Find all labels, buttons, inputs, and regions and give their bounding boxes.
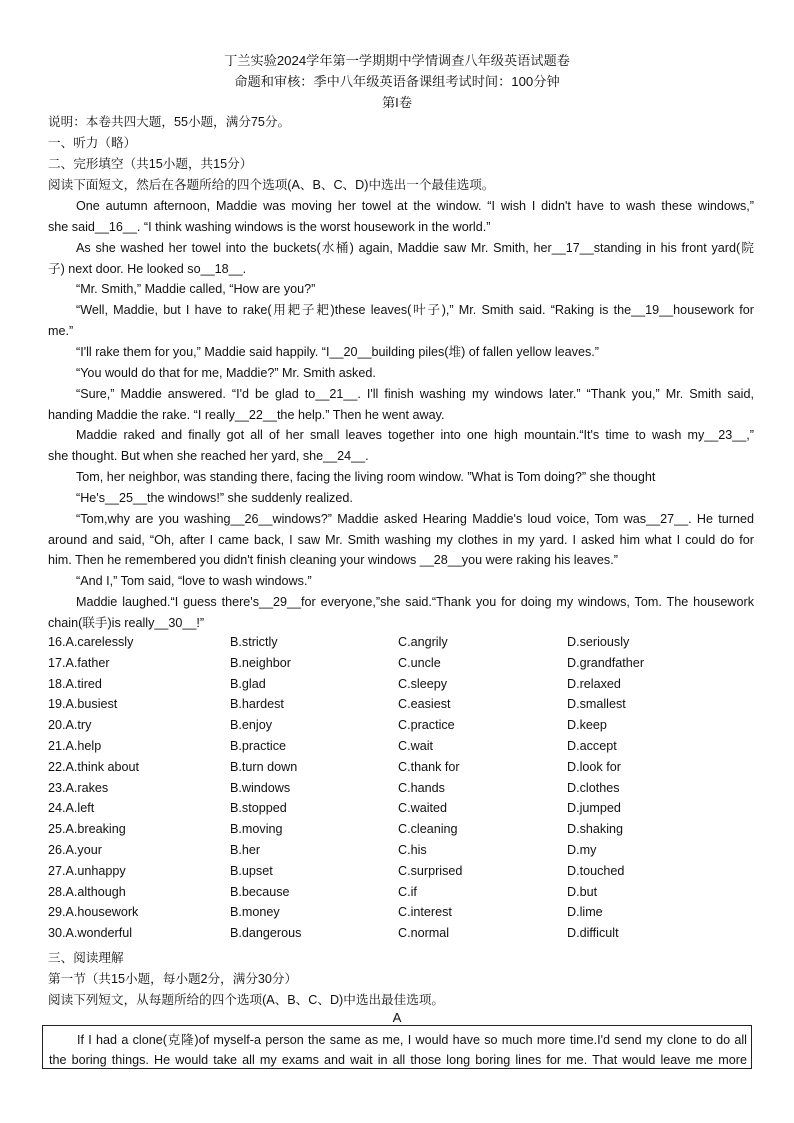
passage-line: 子) next door. He looked so__18__. — [48, 261, 247, 276]
part3-instruction: 阅读下列短文，从每题所给的四个选项(A、B、C、D)中选出最佳选项。 — [48, 993, 445, 1007]
option-choice: C.sleepy — [398, 676, 447, 691]
option-choice: 30.A.wonderful — [48, 926, 133, 941]
passage-label: A — [392, 1010, 402, 1025]
option-row — [48, 677, 754, 693]
passage-line: around and said, “Oh, after I came back, I saw Mr. Smith washing my clothes in my yard. I asked him what I could do for — [48, 532, 754, 547]
option-choice: D.grandfather — [567, 655, 645, 670]
option-choice: 23.A.rakes — [48, 780, 109, 795]
option-choice: C.cleaning — [398, 822, 458, 837]
option-choice: C.interest — [398, 905, 452, 920]
exam-subtitle: 命题和审核：季中八年级英语备课组考试时间：100分钟 — [234, 74, 560, 89]
option-choice: B.neighbor — [230, 655, 291, 670]
part3-section: 第一节（共15小题，每小题2分，满分30分） — [48, 972, 298, 986]
option-choice: 26.A.your — [48, 843, 102, 857]
passage-line: chain(联手)is really__30__!” — [48, 616, 205, 630]
volume-label: 第I卷 — [381, 95, 413, 110]
option-choice: D.my — [567, 843, 597, 857]
passage-line: “Well, Maddie, but I have to rake(用耙子耙)these leaves(叶子),” Mr. Smith said. “Raking is the__19__housework for — [76, 303, 754, 318]
option-choice: C.angrily — [398, 635, 448, 649]
passage-line: Maddie raked and finally got all of her small leaves together into one high mountain.“It's time to wash my__23__,” — [76, 428, 754, 443]
option-choice: C.wait — [398, 739, 433, 753]
passage-line: “You would do that for me, Maddie?” Mr. Smith asked. — [76, 365, 376, 380]
option-choice: C.practice — [398, 718, 455, 733]
option-choice: D.accept — [567, 739, 617, 753]
option-row — [48, 739, 754, 755]
option-row — [48, 656, 754, 672]
option-choice: C.normal — [398, 926, 450, 941]
option-choice: 18.A.tired — [48, 676, 102, 691]
passage-line: “I'll rake them for you,” Maddie said happily. “I__20__building piles(堆) of fallen yellow leaves.” — [76, 344, 599, 359]
option-choice: 29.A.housework — [48, 905, 139, 920]
option-choice: D.keep — [567, 718, 607, 733]
option-choice: B.windows — [230, 780, 291, 795]
option-choice: 25.A.breaking — [48, 822, 126, 837]
instructions-note: 说明：本卷共四大题，55小题，满分75分。 — [48, 115, 291, 129]
option-row — [48, 781, 754, 797]
passage-line: Tom, her neighbor, was standing there, facing the living room window. ”What is Tom doing?” she thought — [76, 470, 656, 485]
option-choice: C.easiest — [398, 697, 451, 712]
passage-line: As she washed her towel into the buckets(水桶) again, Maddie saw Mr. Smith, her__17__standing in his front yard(院 — [76, 240, 754, 255]
option-choice: C.if — [398, 884, 417, 899]
option-choice: B.hardest — [230, 697, 284, 712]
option-choice: D.clothes — [567, 780, 620, 795]
passage-line: handing Maddie the rake. “I really__22__the help.” Then he went away. — [48, 407, 445, 422]
option-choice: D.seriously — [567, 635, 630, 649]
option-choice: B.money — [230, 905, 280, 920]
passage-line: she said__16__. “I think washing windows is the worst housework in the world.” — [48, 219, 491, 234]
option-choice: 27.A.unhappy — [48, 863, 126, 878]
option-choice: 28.A.although — [48, 884, 126, 899]
option-choice: B.her — [230, 843, 261, 857]
box-line-1: If I had a clone(克隆)of myself-a person the same as me, I would have so much more time.I'd send my clone to do all — [77, 1033, 747, 1047]
option-choice: B.upset — [230, 863, 273, 878]
option-choice: D.smallest — [567, 697, 626, 712]
option-choice: C.thank for — [398, 759, 460, 774]
passage-line: One autumn afternoon, Maddie was moving her towel at the window. “I wish I didn't have to wash these windows,” — [76, 199, 754, 213]
passage-line: she thought. But when she reached her yard, she__24__. — [48, 449, 369, 464]
part3-heading: 三、阅读理解 — [48, 951, 124, 965]
passage-line: me.” — [48, 324, 74, 339]
option-choice: 22.A.think about — [48, 759, 140, 774]
option-choice: D.touched — [567, 863, 625, 878]
option-choice: 19.A.busiest — [48, 697, 118, 712]
option-choice: B.practice — [230, 739, 286, 753]
passage-line: him. Then he remembered you didn't finish cleaning your windows __28__you were raking his leaves.” — [48, 553, 618, 568]
part2-instruction: 阅读下面短文，然后在各题所给的四个选项(A、B、C、D)中选出一个最佳选项。 — [48, 178, 495, 192]
option-choice: 16.A.carelessly — [48, 635, 134, 649]
passage-line: “Mr. Smith,” Maddie called, “How are you?” — [76, 282, 316, 297]
option-row — [48, 864, 754, 880]
option-choice: B.strictly — [230, 635, 278, 649]
option-choice: C.hands — [398, 780, 445, 795]
option-row — [48, 905, 754, 921]
option-choice: B.moving — [230, 822, 283, 837]
option-choice: D.difficult — [567, 926, 619, 941]
option-choice: C.uncle — [398, 655, 441, 670]
exam-title: 丁兰实验2024学年第一学期期中学情调查八年级英语试题卷 — [224, 53, 570, 68]
option-choice: 24.A.left — [48, 801, 95, 816]
option-choice: B.turn down — [230, 759, 298, 774]
option-choice: 21.A.help — [48, 739, 102, 753]
option-choice: B.enjoy — [230, 718, 273, 733]
option-row — [48, 801, 754, 817]
option-choice: C.surprised — [398, 863, 463, 878]
option-row — [48, 885, 754, 901]
option-choice: B.dangerous — [230, 926, 302, 941]
option-choice: D.jumped — [567, 801, 621, 816]
option-choice: C.waited — [398, 801, 447, 816]
option-choice: C.his — [398, 843, 427, 857]
passage-line: “Sure,” Maddie answered. “I'd be glad to__21__. I'll finish washing my windows later.” “Thank you,” Mr. Smith said, — [76, 386, 754, 401]
passage-line: Maddie laughed.“I guess there's__29__for everyone,”she said.“Thank you for doing my windows, Tom. The housework — [76, 595, 754, 610]
option-choice: B.glad — [230, 676, 266, 691]
box-line-2: the boring things. He would take all my exams and wait in all those long boring lines for me. That would leave me more — [49, 1053, 747, 1067]
option-row — [48, 697, 754, 713]
part2-heading: 二、完形填空（共15小题，共15分） — [48, 157, 253, 171]
passage-line: “And I,” Tom said, “love to wash windows.” — [76, 574, 312, 589]
option-row — [48, 760, 754, 776]
option-row — [48, 718, 754, 734]
option-row — [48, 822, 754, 838]
option-row — [48, 635, 754, 651]
option-row — [48, 926, 754, 942]
option-choice: B.because — [230, 884, 290, 899]
option-choice: D.lime — [567, 905, 603, 920]
option-choice: D.shaking — [567, 822, 624, 837]
option-choice: B.stopped — [230, 801, 287, 816]
passage-line: “Tom,why are you washing__26__windows?” Maddie asked Hearing Maddie's loud voice, Tom was__27__. He turned — [76, 511, 754, 526]
option-choice: D.but — [567, 884, 598, 899]
option-row — [48, 843, 754, 859]
option-choice: D.look for — [567, 759, 621, 774]
reading-passage-box — [42, 1025, 752, 1069]
option-choice: D.relaxed — [567, 676, 621, 691]
passage-line: “He's__25__the windows!” she suddenly realized. — [76, 490, 353, 505]
part1-heading: 一、听力（略） — [48, 136, 137, 150]
option-choice: 17.A.father — [48, 655, 110, 670]
option-choice: 20.A.try — [48, 718, 92, 733]
